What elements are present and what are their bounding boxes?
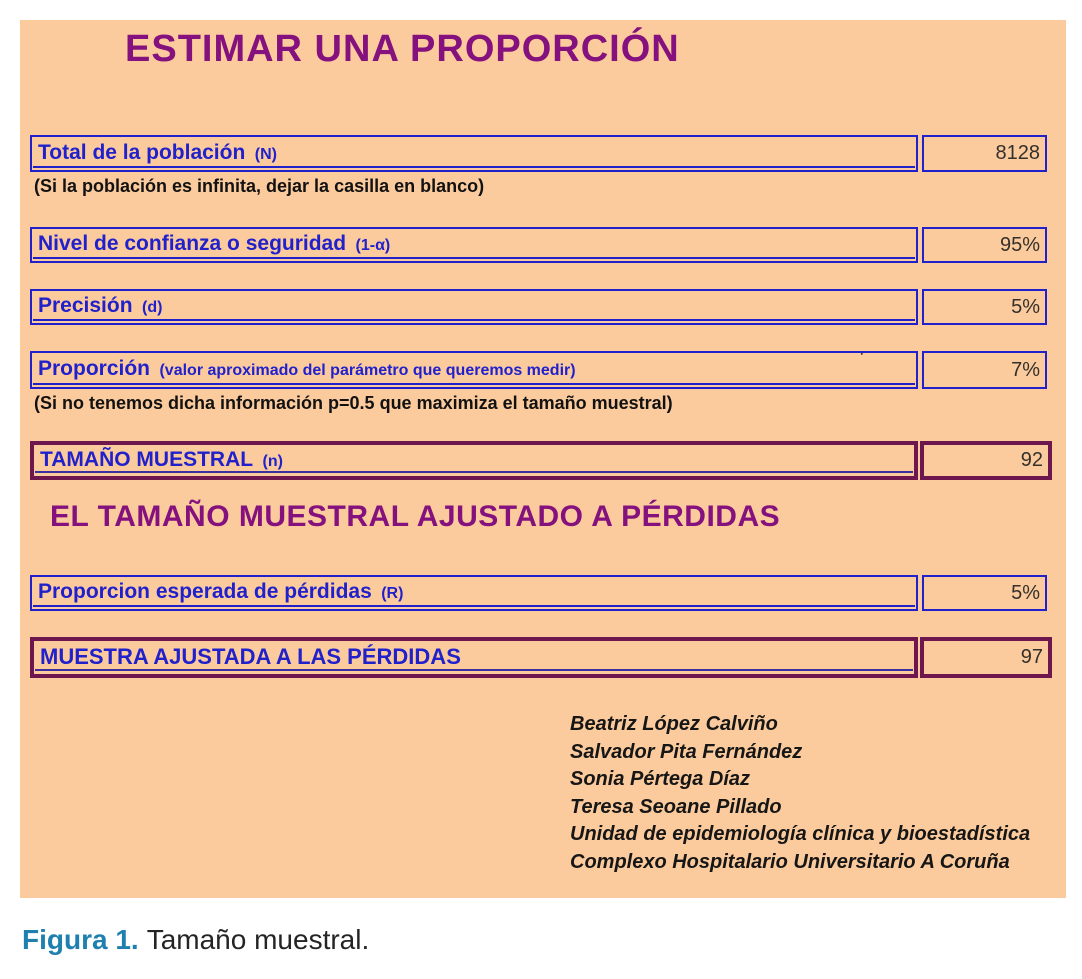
credit-author: Sonia Pértega Díaz: [570, 768, 751, 790]
label-text: Precisión: [38, 294, 133, 317]
value-field-precision[interactable]: 5%: [922, 289, 1047, 325]
value-field-perdidas[interactable]: 5%: [922, 575, 1047, 611]
result-field-tamano-muestral: 92: [920, 441, 1052, 480]
label-text: Total de la población: [38, 141, 246, 164]
credit-affiliation: Unidad de epidemiología clínica y bioestadística: [570, 823, 1031, 845]
label-symbol: (d): [142, 299, 163, 316]
note-p-maximiza: (Si no tenemos dicha información p=0.5 que maximiza el tamaño muestral): [34, 393, 673, 413]
label-cell-total-poblacion: [30, 135, 918, 172]
result-field-muestra-ajustada: 97: [920, 637, 1052, 678]
stray-tick-mark: ': [860, 348, 864, 365]
credit-author: Beatriz López Calviño: [570, 713, 778, 735]
label-cell-tamano-muestral: [30, 441, 918, 480]
label-symbol: (1-α): [355, 237, 391, 254]
label-symbol: (N): [254, 146, 277, 163]
label-cell-perdidas: [30, 575, 918, 611]
value-field-total-poblacion[interactable]: 8128: [922, 135, 1047, 172]
value-field-nivel-confianza[interactable]: 95%: [922, 227, 1047, 263]
label-text: MUESTRA AJUSTADA A LAS PÉRDIDAS: [40, 644, 461, 669]
credit-author: Teresa Seoane Pillado: [570, 795, 782, 818]
note-poblacion-infinita: (Si la población es infinita, dejar la casilla en blanco): [34, 176, 485, 196]
label-text: TAMAÑO MUESTRAL: [40, 448, 254, 471]
page-title: ESTIMAR UNA PROPORCIÓN: [125, 28, 680, 70]
caption-label: Figura 1.: [22, 924, 139, 955]
calculator-panel: [20, 20, 1066, 898]
credit-author: Salvador Pita Fernández: [570, 740, 803, 763]
label-text: Proporción: [38, 357, 151, 380]
section-title-ajustado-perdidas: EL TAMAÑO MUESTRAL AJUSTADO A PÉRDIDAS: [50, 500, 781, 533]
label-symbol: (n): [262, 453, 283, 470]
label-text: Proporcion esperada de pérdidas: [38, 580, 372, 603]
label-text: Nivel de confianza o seguridad: [38, 232, 347, 255]
label-symbol: (valor aproximado del parámetro que queremos medir): [159, 362, 576, 379]
value-field-proporcion[interactable]: 7%: [922, 351, 1047, 389]
label-cell-proporcion: [30, 351, 918, 389]
credits-block: [570, 711, 1030, 876]
caption-text: Tamaño muestral.: [146, 924, 370, 955]
figure-caption: [22, 924, 369, 956]
label-cell-nivel-confianza: [30, 227, 918, 263]
label-cell-precision: [30, 289, 918, 325]
credit-affiliation: Complexo Hospitalario Universitario A Coruña: [570, 850, 1010, 873]
label-cell-muestra-ajustada: [30, 637, 918, 678]
label-symbol: (R): [381, 585, 404, 602]
